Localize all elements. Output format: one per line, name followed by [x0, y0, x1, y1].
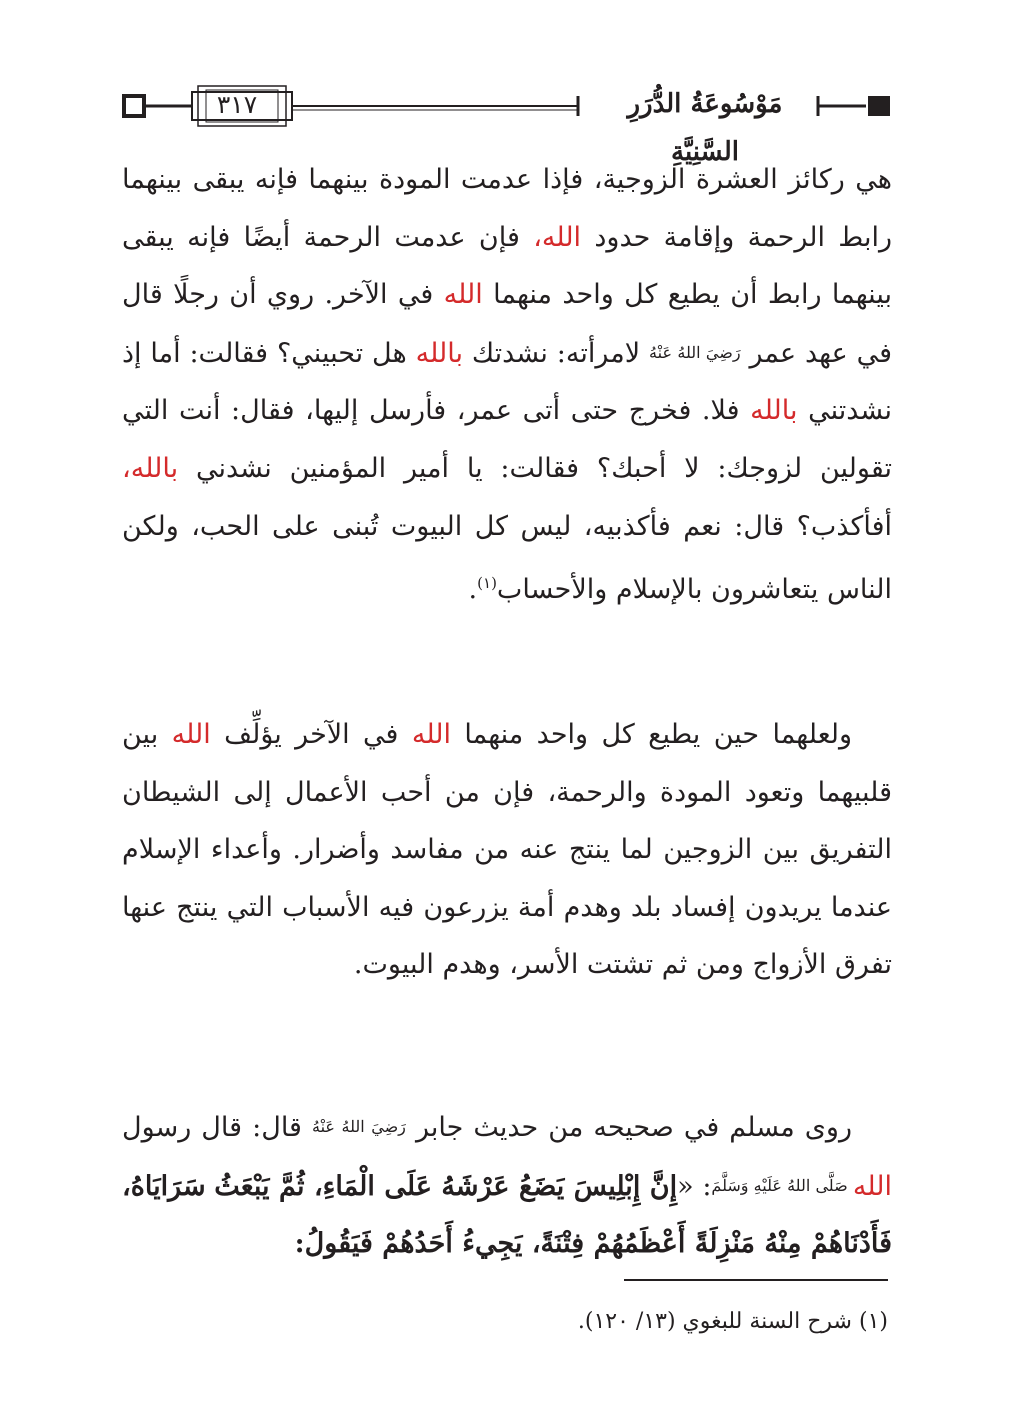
footnote: (١) شرح السنة للبغوي (١٣/ ١٢٠). — [577, 1309, 888, 1334]
divine-name: الله — [411, 719, 451, 750]
text-line: أفأكذب؟ قال: — [734, 510, 892, 542]
page-number: ٣١٧ — [216, 90, 258, 119]
text-line: بين قلبيهما وتعود المودة والرحمة، فإن من أحب الأعمال إلى — [122, 719, 892, 808]
text-line: هي ركائز العشرة الزوجية، فإذا عدمت المودة بينهما فإنه يبقى — [192, 164, 892, 195]
text-line: الشيطان التفريق بين الزوجين لما ينتج عنه من مفاسد وأضرار. — [122, 776, 892, 866]
text-line: قال: قال — [201, 1112, 312, 1143]
text-line: أحبك؟ فقالت: يا أمير المؤمنين نشدني — [178, 452, 667, 484]
text-line: : « — [677, 1170, 712, 1202]
hadith-text: إِنَّ إِبْلِيسَ يَضَعُ عَرْشَهُ عَلَى الْمَاءِ، ثُمَّ يَبْعَثُ — [214, 1170, 678, 1202]
text-line: نعم فأكذبيه، ليس كل البيوت تُبنى على الحب، ولكن الناس — [122, 510, 892, 606]
text-line: فلا. فخرج حتى — [570, 395, 751, 427]
text-line: في الآخر. — [324, 279, 444, 311]
honorific: رَضِيَ اللهُ عَنْهُ — [649, 342, 741, 362]
text-line: فإنه يبقى بينهما رابط أن يطيع كل واحد منهما — [122, 221, 892, 311]
text-line: لامرأته: نشدتك — [463, 337, 650, 369]
book-title: مَوْسُوعَةُ الدُّرَرِ السَّنِيَّةِ — [627, 89, 783, 167]
text-line: فإن عدمت الرحمة أيضًا — [243, 221, 534, 253]
hadith-text: سَرَايَاهُ، فَأَدْنَاهُمْ مِنْهُ مَنْزِلَةً أَعْظَمُهُمْ فِتْنَةً، يَجِيءُ أَحَدُهُمْ فَيَقُولُ: — [122, 1170, 892, 1260]
footnote-separator — [624, 1279, 888, 1281]
text-line: . — [468, 574, 478, 606]
divine-name: بالله — [750, 395, 798, 427]
footnote-ref[interactable]: (١) — [477, 574, 497, 593]
text-line: ولعلهما حين يطيع كل واحد منهما — [451, 719, 852, 750]
divine-name: الله — [443, 279, 483, 311]
divine-name: بالله، — [122, 452, 179, 484]
text-line: بينهما رابط الرحمة وإقامة حدود — [122, 164, 892, 253]
text-line: هل تحبيني؟ فقالت: أما إذ نشدتني — [122, 337, 893, 427]
honorific: صَلَّى اللهُ عَلَيْهِ وَسَلَّمَ — [711, 1175, 853, 1195]
text-line: وأعداء الإسلام عندما يريدون إفساد بلد وهدم أمة يزرعون فيه — [122, 834, 892, 923]
text-line: أتى عمر، فأرسل إليها، فقال: أنت التي تقولين لزوجك: لا — [122, 395, 892, 484]
divine-name: الله، — [533, 221, 582, 253]
paragraph-1 — [122, 151, 892, 619]
text-line: روي أن رجلًا قال في عهد عمر — [122, 279, 892, 369]
paragraph-3 — [122, 1098, 892, 1273]
text-line: يتعاشرون بالإسلام والأحساب — [496, 574, 819, 606]
paragraph-2 — [122, 706, 892, 994]
divine-name: الله — [171, 719, 211, 750]
text-line: الأسباب التي ينتج عنها تفرق الأزواج ومن ثم تشتت الأسر، — [122, 891, 892, 981]
text-line: رسول — [122, 1112, 192, 1143]
divine-name: الله — [852, 1170, 892, 1202]
text-line: روى مسلم في صحيحه من حديث جابر — [405, 1112, 853, 1143]
text-line: في الآخر يؤلِّف — [210, 719, 412, 750]
honorific: رَضِيَ اللهُ عَنْهُ — [312, 1117, 406, 1136]
text-line: وهدم البيوت. — [353, 949, 501, 981]
divine-name: بالله — [415, 337, 464, 369]
